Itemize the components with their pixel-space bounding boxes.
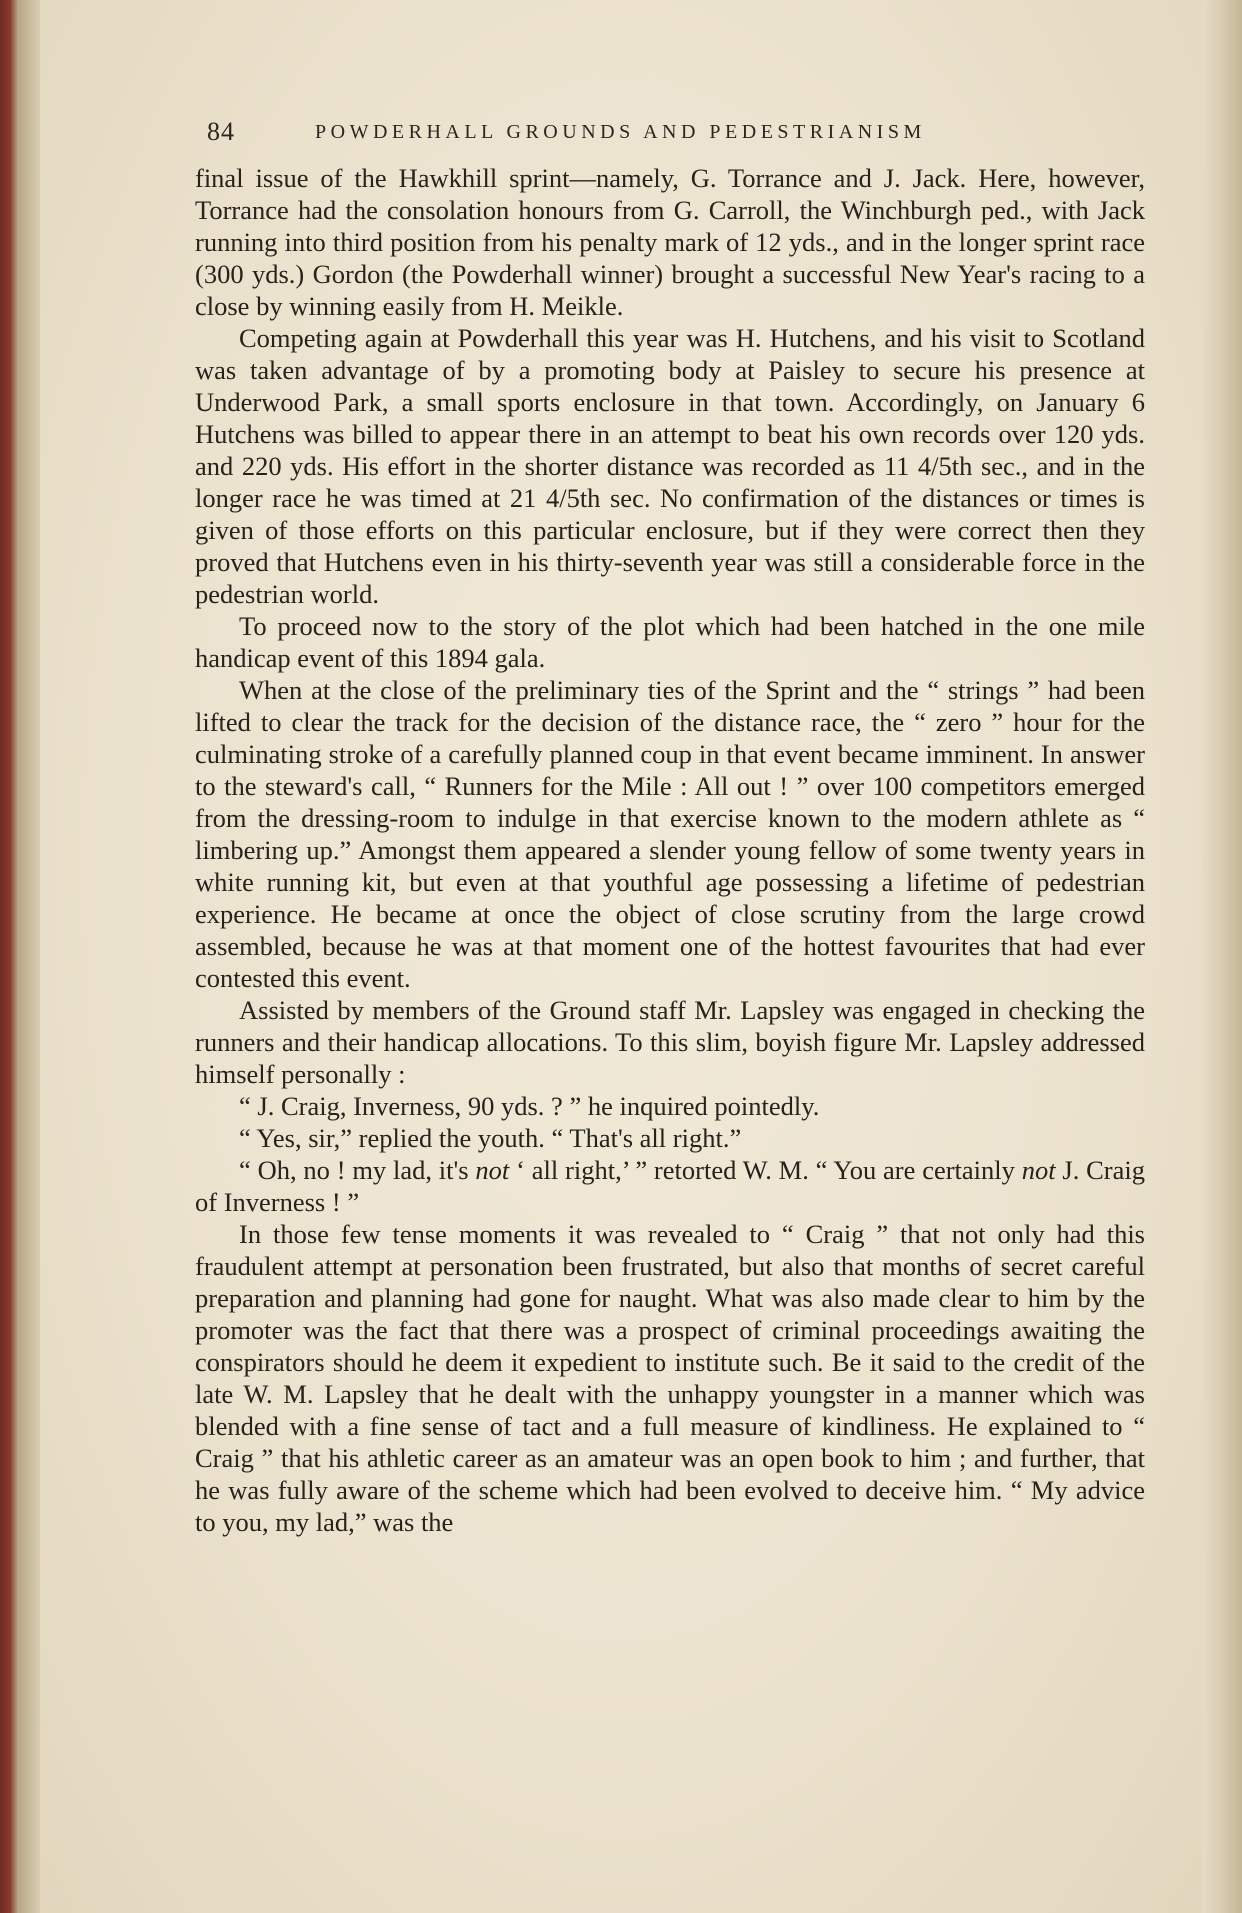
paragraph-continued: final issue of the Hawkhill sprint—namely, G. Torrance and J. Jack. Here, however, Torrance had the consolation honours from G. Carroll, the Winchburgh ped., with Jack running into third position from his penalty mark of 12 yds., and in the longer sprint race (300 yds.) Gordon (the Powderhall winner) brought a successful New Year's racing to a close by winning easily from H. Meikle. — [195, 163, 1145, 321]
running-title: POWDERHALL GROUNDS AND PEDESTRIANISM — [315, 121, 926, 143]
paragraph-plot-intro: To proceed now to the story of the plot which had been hatched in the one mile handicap event of this 1894 gala. — [195, 611, 1145, 673]
page-fore-edge — [1202, 0, 1242, 1913]
retort-text-2: ‘ all right,’ ” retorted W. M. “ You are certainly — [509, 1155, 1022, 1185]
paragraph-hutchens: Competing again at Powderhall this year was H. Hutchens, and his visit to Scotland was taken advantage of by a promoting body at Paisley to secure his presence at Underwood Park, a small sports enclosure in that town. Accordingly, on January 6 Hutchens was billed to appear there in an attempt to beat his own records over 120 yds. and 220 yds. His effort in the shorter distance was recorded as 11 4/5th sec., and in the longer race he was timed at 21 4/5th sec. No confirmation of the distances or times is given of those efforts on this particular enclosure, but if they were correct then they proved that Hutchens even in his thirty-seventh year was still a considerable force in the pedestrian world. — [195, 323, 1145, 609]
retort-emphasis-1: not — [475, 1155, 510, 1185]
body-text — [195, 162, 1145, 1538]
paragraph-dialogue-reply: “ Yes, sir,” replied the youth. “ That's all right.” — [239, 1123, 742, 1153]
retort-text-3: J. Craig of Inverness ! ” — [195, 1155, 1146, 1217]
running-header — [207, 117, 1057, 153]
paragraph-lapsley: Assisted by members of the Ground staff Mr. Lapsley was engaged in checking the runners and their handicap allocations. To this slim, boyish figure Mr. Lapsley addressed himself personally : — [195, 995, 1145, 1089]
paragraph-dialogue-question: “ J. Craig, Inverness, 90 yds. ? ” he inquired pointedly. — [239, 1091, 820, 1121]
paragraph-revelation: In those few tense moments it was revealed to “ Craig ” that not only had this fraudulent attempt at personation been frustrated, but also that months of secret careful preparation and planning had gone for naught. What was also made clear to him by the promoter was the fact that there was a prospect of criminal proceedings awaiting the conspirators should he deem it expedient to institute such. Be it said to the credit of the late W. M. Lapsley that he dealt with the unhappy youngster in a manner which was blended with a fine sense of tact and a full measure of kindliness. He explained to “ Craig ” that his athletic career as an amateur was an open book to him ; and further, that he was fully aware of the scheme which had been evolved to deceive him. “ My advice to you, my lad,” was the — [195, 1219, 1145, 1537]
page-number: 84 — [207, 117, 235, 146]
paragraph-mile-race: When at the close of the preliminary ties of the Sprint and the “ strings ” had been lifted to clear the track for the decision of the distance race, the “ zero ” hour for the culminating stroke of a carefully planned coup in that event became imminent. In answer to the steward's call, “ Runners for the Mile : All out ! ” over 100 competitors emerged from the dressing-room to indulge in that exercise known to the modern athlete as “ limbering up.” Amongst them appeared a slender young fellow of some twenty years in white running kit, but even at that youthful age possessing a lifetime of pedestrian experience. He became at once the object of close scrutiny from the large crowd assembled, because he was at that moment one of the hottest favourites that had ever contested this event. — [195, 675, 1145, 993]
paragraph-dialogue-retort — [195, 1154, 1145, 1218]
retort-text-1: “ Oh, no ! my lad, it's — [239, 1155, 476, 1185]
book-spine-edge — [0, 0, 40, 1913]
retort-emphasis-2: not — [1021, 1155, 1056, 1185]
